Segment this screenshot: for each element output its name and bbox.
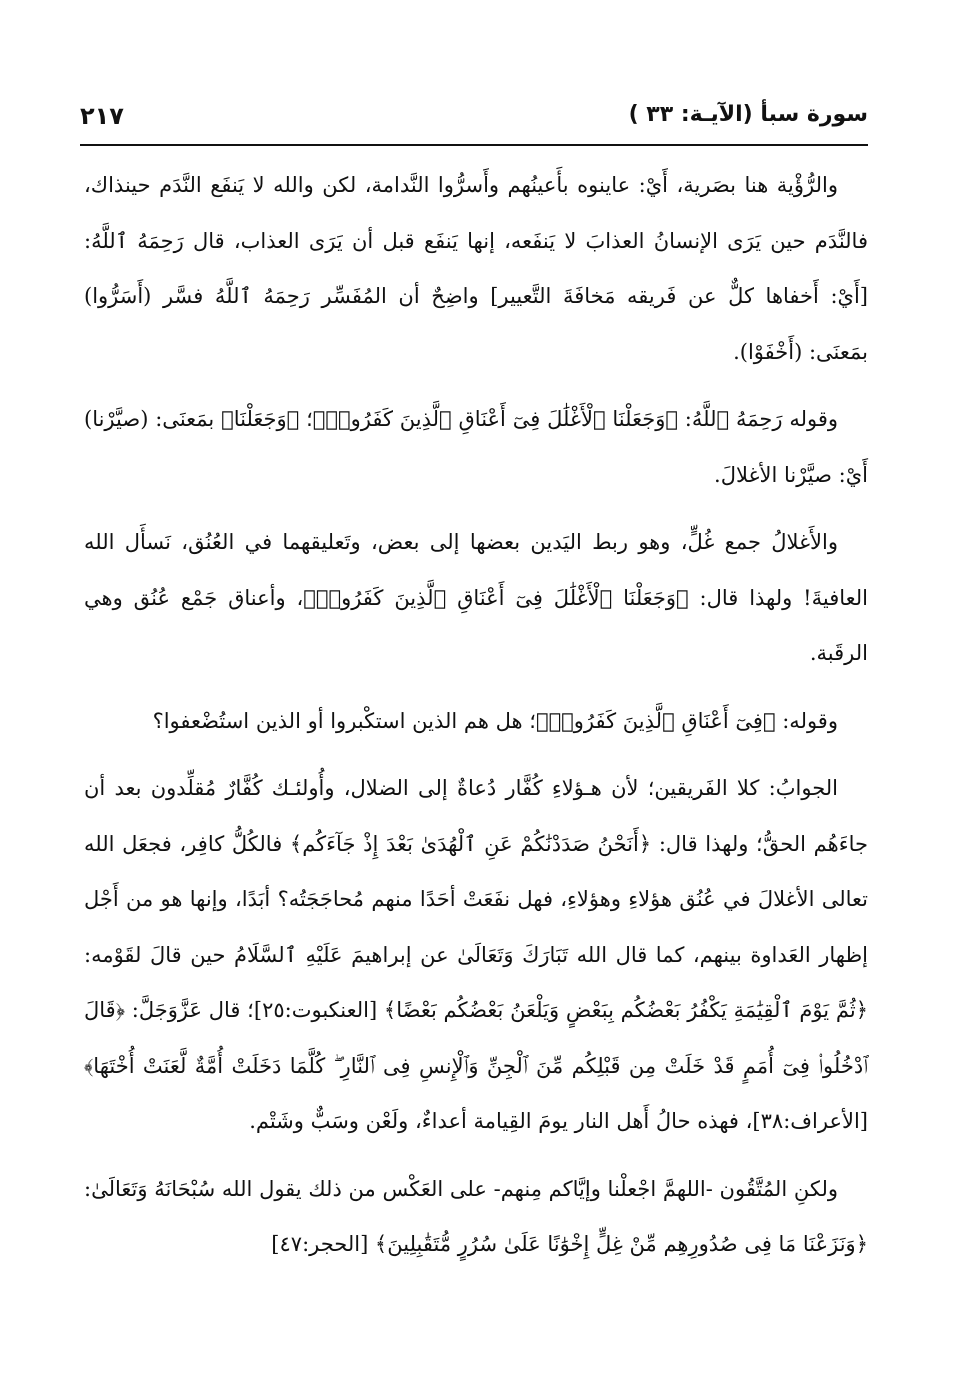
- page-number: ٢١٧: [80, 102, 124, 130]
- paragraph: الجوابُ: كلا الفَريقين؛ لأن هـؤلاءِ كُفَّار دُعاةٌ إلى الضلال، وأُولئـك كُفَّارٌ مُقلِّدون بعد أن جاءَهُم الحقُّ؛ ولهذا قال: ﴿أَنَحْنُ صَدَدْنَٰكُمْ عَنِ ٱلْهُدَىٰ بَعْدَ إِذْ جَآءَكُم﴾ فالكُلُّ كافِر، فجعَل الله تعالى الأغلالَ في عُنُق هؤلاءِ وهؤلاءِ، فهل نفَعَتْ أحَدًا منهم مُحاجَجَتُه؟ أبَدًا، وإنها هو من أَجْل إظهار العَداوة بينهم، كما قال الله تَبَارَكَ وَتَعَالَىٰ عن إبراهيمَ عَلَيْهِ ٱلسَّلَامُ حين قالَ لقَوْمه: ﴿ثُمَّ يَوْمَ ٱلْقِيَٰمَةِ يَكْفُرُ بَعْضُكُم بِبَعْضٍ وَيَلْعَنُ بَعْضُكُم بَعْضًا﴾ [العنكبوت:٢٥]؛ قال عَزَّوَجَلَّ: ﴿قَالَ ٱدْخُلُوا۟ فِىٓ أُمَمٍ قَدْ خَلَتْ مِن قَبْلِكُم مِّنَ ٱلْجِنِّ وَٱلْإِنسِ فِى ٱلنَّارِ ۖ كُلَّمَا دَخَلَتْ أُمَّةٌ لَّعَنَتْ أُخْتَهَا﴾ [الأعراف:٣٨]، فهذه حالُ أَهل النار يومَ القِيامة أعداءٌ، ولَعْن وسَبٌّ وشَتْم.: [84, 776, 869, 1133]
- paragraph: والأَغلالُ جمع غُلٍّ، وهو ربط اليَدين بعضها إلى بعض، وتَعليقهما في العُنُق، نَسأَل الله العافيةَ! ولهذا قال: ﴿وَجَعَلْنَا ٱلْأَغْلَٰلَ فِىٓ أَعْنَاقِ ٱلَّذِينَ كَفَرُوا۟﴾، وأعناق جَمْع عُنُق وهي الرقَبة.: [84, 530, 868, 665]
- page-header: [80, 100, 868, 140]
- header-divider: [80, 144, 868, 146]
- paragraph: ولكنِ المُتَّقُون -اللهمَّ اجْعلْنا وإيَّاكم مِنهم- على العَكْس من ذلك يقول الله سُبْحَانَهُ وَتَعَالَىٰ: ﴿وَنَزَعْنَا مَا فِى صُدُورِهِم مِّنْ غِلٍّ إِخْوَٰنًا عَلَىٰ سُرُرٍ مُّتَقَٰبِلِينَ﴾ [الحجر:٤٧]: [84, 1176, 868, 1256]
- document-body: [84, 158, 868, 1273]
- surah-title: سورة سبأ (الآيـة: ٣٣ ): [628, 102, 868, 127]
- paragraph: والرُّؤْية هنا بصَرية، أَيْ: عاينوه بأَعينُهم وأَسرُّوا النَّدامة، لكن والله لا يَنفَع النَّدَم حينذاك، فالنَّدَم حين يَرَى الإنسانُ العذابَ لا يَنفَعه، إنها يَنفَع قبل أن يَرَى العذاب، قال رَحِمَهُ ٱللَّهُ: [أَيْ: أَخفاها كلٌّ عن فَريقه مَخافَةَ التَّعيير] واضِحٌ أن المُفَسِّر رَحِمَهُ ٱللَّهُ فسَّر (أَسَرُّوا) بمَعنَى: (أَخْفَوْا).: [84, 173, 868, 364]
- paragraph: وقوله: ﴿فِىٓ أَعْنَاقِ ٱلَّذِينَ كَفَرُوا۟﴾؛ هل هم الذين استكْبروا أو الذين استُضْعفوا؟: [152, 708, 838, 733]
- paragraph: وقوله رَحِمَهُ ٱللَّهُ: ﴿وَجَعَلْنَا ٱلْأَغْلَٰلَ فِىٓ أَعْنَاقِ ٱلَّذِينَ كَفَرُوا۟﴾؛ ﴿وَجَعَلْنَا﴾ بمَعنَى: (صيَّرْنا) أَيْ: صيَّرْنا الأغلالَ.: [84, 407, 868, 487]
